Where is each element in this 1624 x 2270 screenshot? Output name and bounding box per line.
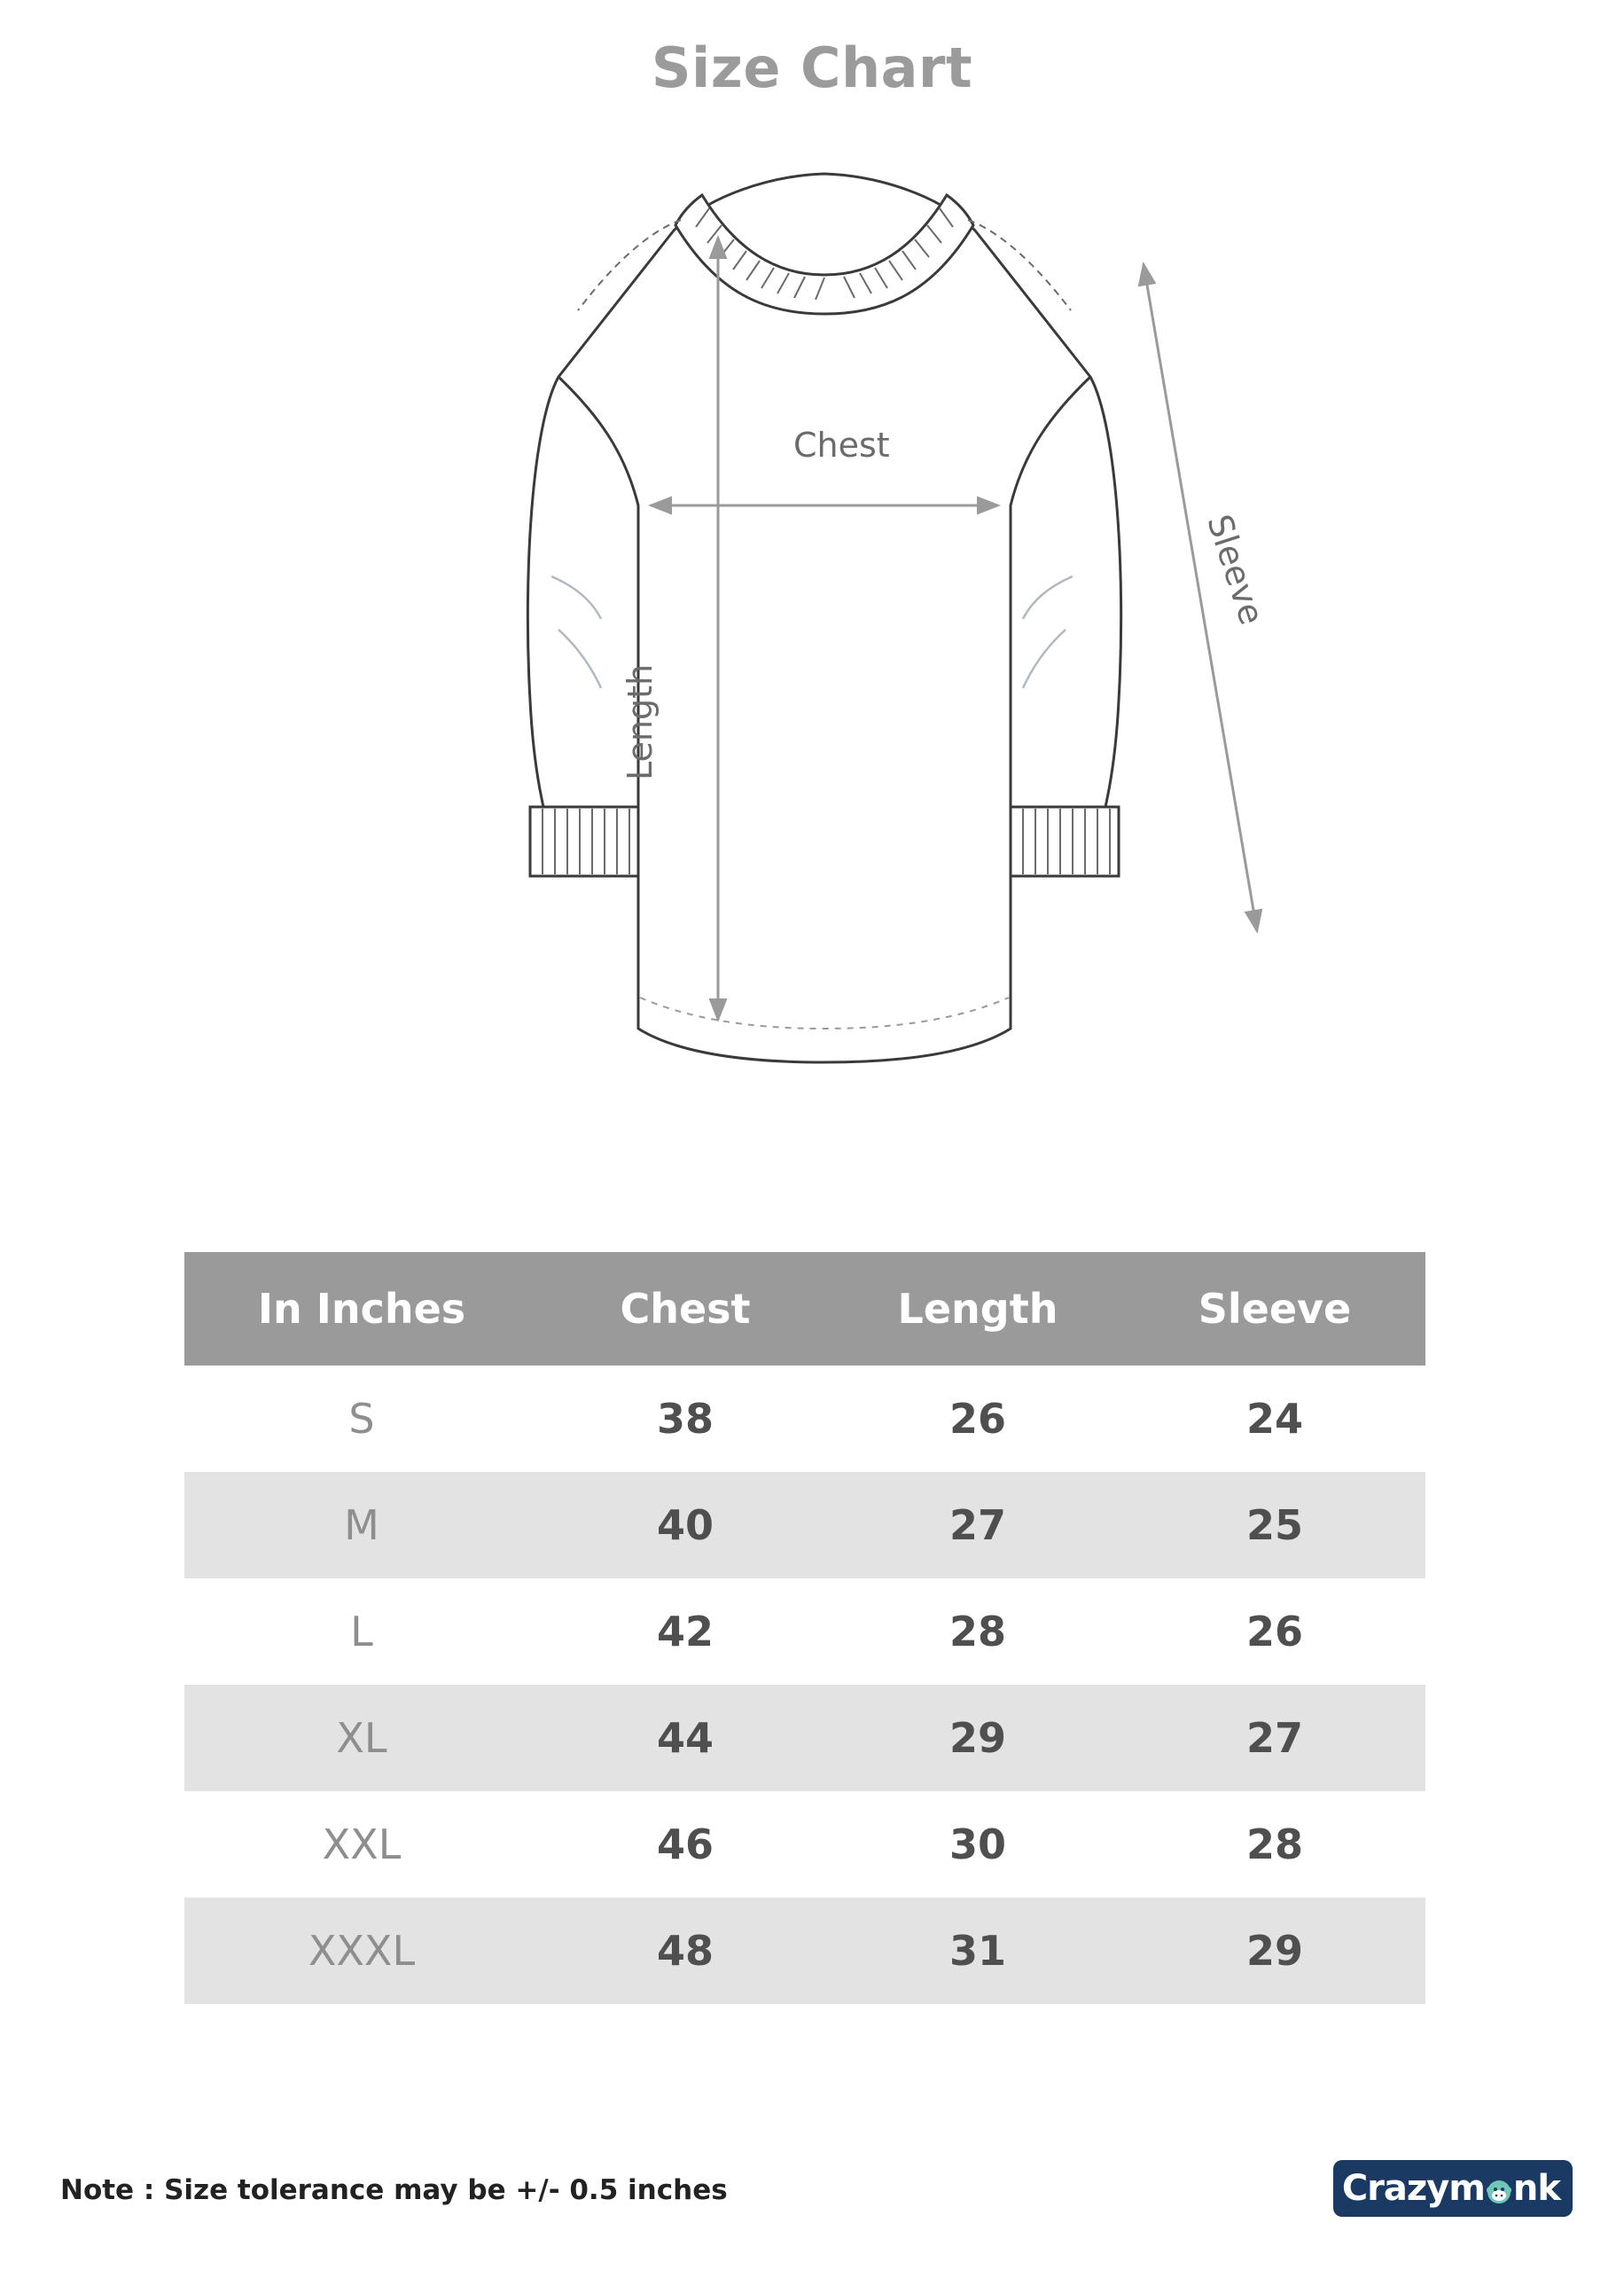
brand-logo bbox=[1333, 2160, 1573, 2217]
table-row bbox=[184, 1685, 1425, 1791]
row-chest: 48 bbox=[656, 1927, 714, 1975]
sleeve-dimension-label: Sleeve bbox=[1199, 510, 1272, 630]
row-chest: 40 bbox=[656, 1501, 714, 1549]
row-size: XL bbox=[336, 1714, 387, 1762]
column-header-unit: In Inches bbox=[257, 1285, 466, 1333]
row-chest: 42 bbox=[656, 1608, 714, 1656]
brand-name-prefix: Crazym bbox=[1341, 2168, 1485, 2209]
table-row bbox=[184, 1366, 1425, 1472]
tolerance-note: Note : Size tolerance may be +/- 0.5 inches bbox=[60, 2174, 728, 2206]
row-size: L bbox=[350, 1608, 373, 1656]
column-header-chest: Chest bbox=[620, 1285, 751, 1333]
row-chest: 44 bbox=[656, 1714, 714, 1762]
row-length: 29 bbox=[949, 1714, 1006, 1762]
chest-dimension-label: Chest bbox=[793, 426, 890, 465]
row-size: M bbox=[344, 1501, 379, 1549]
column-header-length: Length bbox=[897, 1285, 1058, 1333]
row-sleeve: 25 bbox=[1245, 1501, 1303, 1549]
table-row bbox=[184, 1578, 1425, 1685]
row-size: XXXL bbox=[308, 1927, 416, 1975]
monkey-face-icon bbox=[1486, 2179, 1512, 2205]
table-row bbox=[184, 1898, 1425, 2004]
page-title: Size Chart bbox=[651, 35, 973, 100]
row-chest: 38 bbox=[656, 1395, 714, 1443]
column-header-sleeve: Sleeve bbox=[1198, 1285, 1352, 1333]
brand-name-suffix: nk bbox=[1512, 2168, 1560, 2209]
row-chest: 46 bbox=[656, 1820, 714, 1868]
row-sleeve: 28 bbox=[1245, 1820, 1303, 1868]
row-length: 30 bbox=[949, 1820, 1006, 1868]
row-length: 31 bbox=[949, 1927, 1006, 1975]
row-length: 27 bbox=[949, 1501, 1006, 1549]
row-size: S bbox=[348, 1395, 375, 1443]
row-sleeve: 27 bbox=[1245, 1714, 1303, 1762]
row-length: 26 bbox=[949, 1395, 1006, 1443]
row-sleeve: 24 bbox=[1245, 1395, 1303, 1443]
table-header-row bbox=[184, 1252, 1425, 1366]
row-length: 28 bbox=[949, 1608, 1006, 1656]
row-size: XXL bbox=[322, 1820, 402, 1868]
table-row bbox=[184, 1791, 1425, 1898]
row-sleeve: 26 bbox=[1245, 1608, 1303, 1656]
table-row bbox=[184, 1472, 1425, 1578]
length-dimension-label: Length bbox=[621, 663, 660, 780]
size-table bbox=[184, 1252, 1425, 2004]
row-sleeve: 29 bbox=[1245, 1927, 1303, 1975]
garment-illustration bbox=[293, 133, 1356, 1197]
